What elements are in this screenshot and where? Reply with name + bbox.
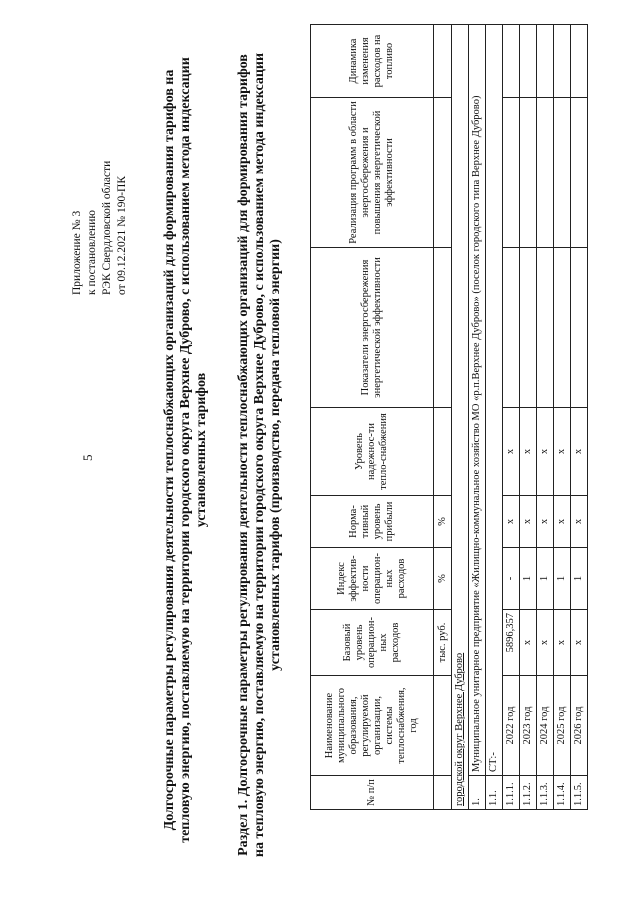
row-efficiency-index: 1	[520, 548, 537, 610]
appendix-note	[70, 55, 130, 295]
header-cell: Индекс эффектив-ности операцион-ных расходов	[311, 548, 434, 610]
row-profit: х	[571, 496, 588, 548]
row-number: 1.1.4.	[554, 776, 571, 810]
row-empty-cell	[503, 248, 520, 408]
row-reliability: х	[554, 408, 571, 496]
unit-cell: %	[434, 548, 452, 610]
unit-cell	[434, 676, 452, 776]
row-profit: х	[554, 496, 571, 548]
header-cell: Базовый уровень операцион-ных расходов	[311, 610, 434, 676]
row-year: 2022 год	[503, 676, 520, 776]
org-number: 1.	[469, 776, 486, 810]
row-reliability: х	[571, 408, 588, 496]
row-empty-cell	[503, 98, 520, 248]
appendix-line: РЭК Свердловской области	[101, 160, 113, 295]
row-year: 2026 год	[571, 676, 588, 776]
row-efficiency-index: 1	[571, 548, 588, 610]
row-base-opex: х	[520, 610, 537, 676]
table-row	[520, 25, 537, 810]
row-base-opex: х	[554, 610, 571, 676]
municipality-name: городской округ Верхнее Дуброво	[452, 25, 469, 810]
row-profit: х	[503, 496, 520, 548]
row-empty-cell	[520, 98, 537, 248]
row-empty-cell	[554, 98, 571, 248]
row-empty-cell	[537, 25, 554, 98]
row-number: 1.1.2.	[520, 776, 537, 810]
row-year: 2023 год	[520, 676, 537, 776]
row-empty-cell	[537, 248, 554, 408]
unit-cell: тыс. руб.	[434, 610, 452, 676]
row-efficiency-index: -	[503, 548, 520, 610]
table-units-row	[434, 25, 452, 810]
unit-cell	[434, 25, 452, 98]
header-cell: № п/п	[311, 776, 434, 810]
row-number: 1.1.3.	[537, 776, 554, 810]
row-empty-cell	[554, 25, 571, 98]
row-year: 2025 год	[554, 676, 571, 776]
unit-cell	[434, 776, 452, 810]
row-empty-cell	[520, 25, 537, 98]
row-empty-cell	[571, 25, 588, 98]
header-cell: Норма-тивный уровень прибыли	[311, 496, 434, 548]
unit-cell	[434, 248, 452, 408]
page-number: 5	[80, 454, 95, 461]
row-year: 2024 год	[537, 676, 554, 776]
row-efficiency-index: 1	[554, 548, 571, 610]
row-number: 1.1.1.	[503, 776, 520, 810]
section-title: Раздел 1. Долгосрочные параметры регулирования деятельности теплоснабжающих организаций для формирования тарифов на тепловую энергию, поставляемую на территории городского округа Верхнее Дуброво, с использованием метода индексации установленных тарифов (производство, передача тепловой энергии)	[236, 52, 283, 858]
unit-cell	[434, 98, 452, 248]
system-name: СТ:-	[486, 25, 503, 776]
row-reliability: х	[520, 408, 537, 496]
row-empty-cell	[503, 25, 520, 98]
system-row	[486, 25, 503, 810]
row-efficiency-index: 1	[537, 548, 554, 610]
document-title: Долгосрочные параметры регулирования деятельности теплоснабжающих организаций для формирования тарифов на тепловую энергию, поставляемую на территории городского округа Верхнее Дуброво, с использованием метода индексации установленных тарифов	[162, 57, 209, 843]
row-base-opex: х	[571, 610, 588, 676]
row-profit: х	[520, 496, 537, 548]
row-reliability: х	[503, 408, 520, 496]
appendix-line: к постановлению	[86, 210, 98, 295]
unit-cell	[434, 408, 452, 496]
parameters-table	[310, 24, 588, 810]
row-reliability: х	[537, 408, 554, 496]
table-header-row	[311, 25, 434, 810]
row-empty-cell	[554, 248, 571, 408]
row-profit: х	[537, 496, 554, 548]
appendix-line: от 09.12.2021 № 190-ПК	[116, 175, 128, 295]
header-cell: Наименование муниципального образования, регулируемой организации, системы теплоснабжения, год	[311, 676, 434, 776]
row-empty-cell	[537, 98, 554, 248]
table-row	[554, 25, 571, 810]
row-empty-cell	[571, 98, 588, 248]
municipality-row	[452, 25, 469, 810]
table-row	[503, 25, 520, 810]
org-name: Муниципальное унитарное предприятие «Жилищно-коммунальное хозяйство МО «р.п.Верхнее Дуброво» (поселок городского типа Верхнее Дуброво)	[469, 25, 486, 776]
unit-cell: %	[434, 496, 452, 548]
row-empty-cell	[520, 248, 537, 408]
header-cell: Уровень надежнос-ти тепло-снабжения	[311, 408, 434, 496]
row-empty-cell	[571, 248, 588, 408]
row-base-opex: х	[537, 610, 554, 676]
row-number: 1.1.5.	[571, 776, 588, 810]
header-cell: Динамика изменения расходов на топливо	[311, 25, 434, 98]
system-number: 1.1.	[486, 776, 503, 810]
header-cell: Реализация программ в области энергосбережения и повышения энергетической эффективности	[311, 98, 434, 248]
appendix-line: Приложение № 3	[71, 210, 83, 295]
table-row	[537, 25, 554, 810]
organization-row	[469, 25, 486, 810]
row-base-opex: 5896,357	[503, 610, 520, 676]
header-cell: Показатели энергосбережения энергетической эффективности	[311, 248, 434, 408]
table-row	[571, 25, 588, 810]
